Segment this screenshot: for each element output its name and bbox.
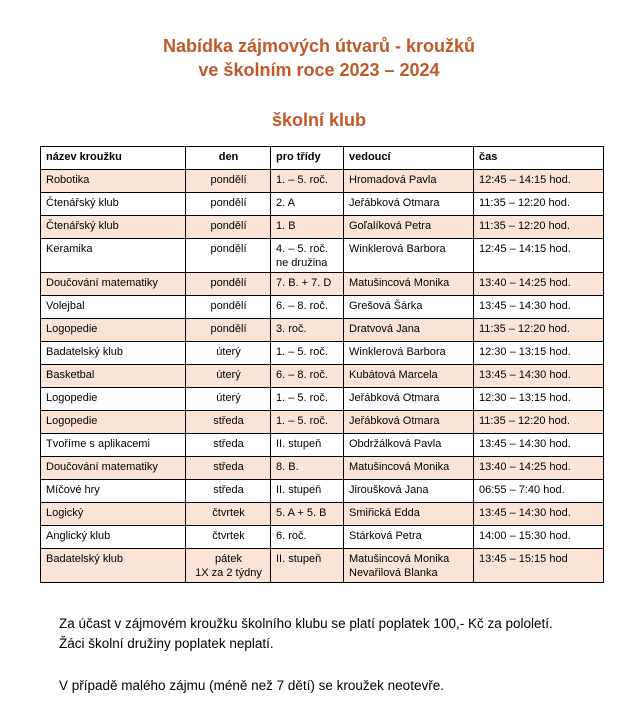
cell-time: 14:00 – 15:30 hod. [474,526,604,549]
column-header-name: název kroužku [41,147,186,170]
cell-classes: 7. B. + 7. D [271,273,344,296]
cell-time: 12:30 – 13:15 hod. [474,342,604,365]
cell-classes: 1. – 5. roč. [271,170,344,193]
cell-name: Doučování matematiky [41,273,186,296]
cell-time: 13:40 – 14:25 hod. [474,273,604,296]
table-row [41,193,604,216]
cell-day: pondělí [186,319,271,342]
cell-time: 12:45 – 14:15 hod. [474,239,604,273]
cell-time: 13:45 – 14:30 hod. [474,434,604,457]
cell-day: pondělí [186,273,271,296]
cell-day: pondělí [186,216,271,239]
table-row [41,273,604,296]
cell-day: čtvrtek [186,526,271,549]
table-row [41,365,604,388]
cell-time: 13:45 – 14:30 hod. [474,503,604,526]
cell-name: Volejbal [41,296,186,319]
cell-name: Čtenářský klub [41,216,186,239]
page-title-line1: Nabídka zájmových útvarů - kroužků [162,36,476,56]
cell-leader: Jeřábková Otmara [344,193,474,216]
cell-time: 11:35 – 12:20 hod. [474,193,604,216]
cell-name: Badatelský klub [41,342,186,365]
column-header-time: čas [474,147,604,170]
cell-time: 11:35 – 12:20 hod. [474,216,604,239]
cell-name: Doučování matematiky [41,457,186,480]
cell-leader: Smiřická Edda [344,503,474,526]
cell-leader: Hromadová Pavla [344,170,474,193]
fee-note: Za účast v zájmovém kroužku školního klubu se platí poplatek 100,- Kč za pololetí. Žáci školní družiny poplatek neplatí. [59,616,553,651]
cell-name: Badatelský klub [41,549,186,583]
table-row [41,296,604,319]
cell-leader: Grešová Šárka [344,296,474,319]
table-row [41,388,604,411]
cell-name: Logopedie [41,388,186,411]
cell-day: středa [186,480,271,503]
cell-day: úterý [186,388,271,411]
cell-leader: Dratvová Jana [344,319,474,342]
table-row [41,411,604,434]
table-row [41,503,604,526]
cell-leader: Matušincová Monika Nevařilová Blanka [344,549,474,583]
table-row [41,549,604,583]
cell-time: 13:45 – 14:30 hod. [474,296,604,319]
table-row [41,434,604,457]
table-row [41,319,604,342]
cell-day: úterý [186,365,271,388]
page-title-line2: ve školním roce 2023 – 2024 [198,60,440,80]
cell-leader: Stárková Petra [344,526,474,549]
cell-classes: 1. B [271,216,344,239]
clubs-table [40,146,604,583]
table-row [41,239,604,273]
cell-name: Anglický klub [41,526,186,549]
table-row [41,170,604,193]
cell-time: 13:40 – 14:25 hod. [474,457,604,480]
cell-time: 11:35 – 12:20 hod. [474,411,604,434]
cell-classes: 6. – 8. roč. [271,365,344,388]
cell-classes: 2. A [271,193,344,216]
cell-classes: 8. B. [271,457,344,480]
cell-leader: Kubátová Marcela [344,365,474,388]
cell-leader: Obdržálková Pavla [344,434,474,457]
cell-day: pátek 1X za 2 týdny [186,549,271,583]
cell-name: Basketbal [41,365,186,388]
cell-name: Logopedie [41,411,186,434]
cell-time: 12:45 – 14:15 hod. [474,170,604,193]
cell-name: Robotika [41,170,186,193]
cell-day: pondělí [186,239,271,273]
cell-classes: 3. roč. [271,319,344,342]
cell-day: pondělí [186,170,271,193]
cell-name: Logický [41,503,186,526]
cell-classes: II. stupeň [271,434,344,457]
cell-leader: Jeřábková Otmara [344,411,474,434]
cell-classes: 1. – 5. roč. [271,342,344,365]
cell-name: Čtenářský klub [41,193,186,216]
cell-leader: Goľalíková Petra [344,216,474,239]
cell-name: Tvoříme s aplikacemi [41,434,186,457]
table-row [41,480,604,503]
cell-name: Logopedie [41,319,186,342]
table-row [41,457,604,480]
cell-leader: Jeřábková Otmara [344,388,474,411]
cell-leader: Matušincová Monika [344,457,474,480]
column-header-leader: vedoucí [344,147,474,170]
cell-time: 13:45 – 15:15 hod [474,549,604,583]
column-header-classes: pro třídy [271,147,344,170]
table-row [41,342,604,365]
cell-classes: 1. – 5. roč. [271,411,344,434]
cell-time: 06:55 – 7:40 hod. [474,480,604,503]
minimum-note: V případě malého zájmu (méně než 7 dětí) se kroužek neotevře. [59,678,444,693]
cell-leader: Winklerová Barbora [344,342,474,365]
cell-classes: 1. – 5. roč. [271,388,344,411]
cell-day: čtvrtek [186,503,271,526]
cell-leader: Matušincová Monika [344,273,474,296]
cell-day: středa [186,457,271,480]
cell-classes: 4. – 5. roč. ne družina [271,239,344,273]
table-row [41,526,604,549]
table-row [41,216,604,239]
cell-name: Keramika [41,239,186,273]
cell-classes: 6. roč. [271,526,344,549]
cell-leader: Jiroušková Jana [344,480,474,503]
cell-time: 11:35 – 12:20 hod. [474,319,604,342]
cell-time: 12:30 – 13:15 hod. [474,388,604,411]
cell-day: úterý [186,342,271,365]
column-header-day: den [186,147,271,170]
cell-day: pondělí [186,193,271,216]
cell-name: Míčové hry [41,480,186,503]
cell-day: středa [186,434,271,457]
cell-day: středa [186,411,271,434]
page-subtitle: školní klub [271,110,367,130]
cell-classes: II. stupeň [271,549,344,583]
cell-day: pondělí [186,296,271,319]
cell-classes: 5. A + 5. B [271,503,344,526]
table-header-row [41,147,604,170]
cell-leader: Winklerová Barbora [344,239,474,273]
cell-classes: 6. – 8. roč. [271,296,344,319]
cell-classes: II. stupeň [271,480,344,503]
cell-time: 13:45 – 14:30 hod. [474,365,604,388]
